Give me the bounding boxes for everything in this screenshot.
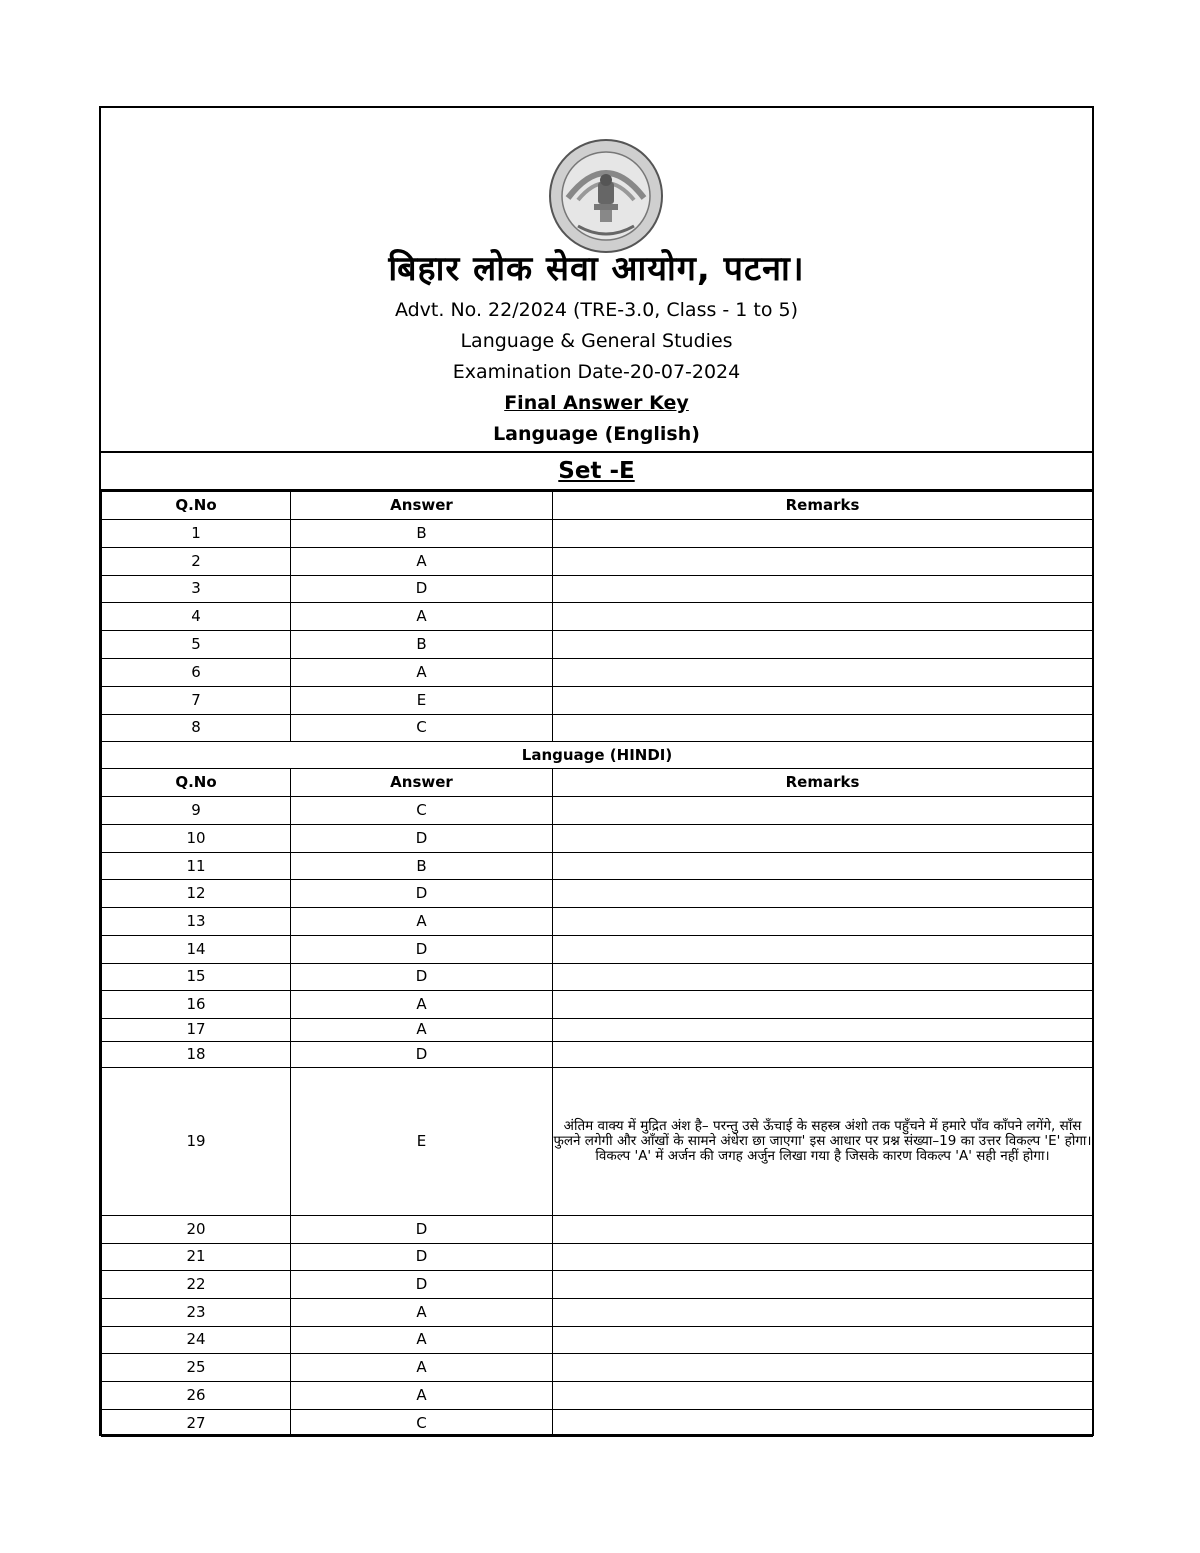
table-row xyxy=(102,603,1093,631)
remark-cell: अंतिम वाक्य में मुद्रित अंश है– परन्तु उसे ऊँचाई के सहस्त्र अंशो तक पहुँचने में हमारे पाँव काँपने लगेंगे, साँस फुलने लगेगी और आँखों के सामने अंधेरा छा जाएगा' इस आधार पर प्रश्न संख्या–19 का उत्तर विकल्प 'E' होगा। विकल्प 'A' में अर्जन की जगह अर्जुन लिखा गया है जिसके कारण विकल्प 'A' सही नहीं होगा। xyxy=(553,1067,1093,1215)
question-number: 2 xyxy=(102,547,291,575)
answer-table xyxy=(101,491,1093,1437)
table-header-row xyxy=(102,492,1093,520)
column-header-remarks: Remarks xyxy=(553,769,1093,797)
column-header-remarks: Remarks xyxy=(553,492,1093,520)
document-header xyxy=(101,108,1092,453)
set-label-row xyxy=(101,453,1092,491)
table-row xyxy=(102,908,1093,936)
exam-date: Examination Date-20-07-2024 xyxy=(452,361,741,383)
question-number: 15 xyxy=(102,963,291,991)
remark-cell xyxy=(553,1243,1093,1271)
table-row xyxy=(102,1243,1093,1271)
remark-cell xyxy=(553,520,1093,548)
table-row xyxy=(102,1354,1093,1382)
remark-cell xyxy=(553,1018,1093,1041)
remark-cell xyxy=(553,1271,1093,1299)
table-row xyxy=(102,520,1093,548)
table-row xyxy=(102,825,1093,853)
question-number: 20 xyxy=(102,1215,291,1243)
remark-cell xyxy=(553,631,1093,659)
table-row xyxy=(102,686,1093,714)
question-number: 13 xyxy=(102,908,291,936)
table-row xyxy=(102,1298,1093,1326)
remark-cell xyxy=(553,1326,1093,1354)
key-title: Final Answer Key xyxy=(504,392,689,414)
remark-cell xyxy=(553,797,1093,825)
org-title: बिहार लोक सेवा आयोग, पटना। xyxy=(388,249,805,289)
remark-cell xyxy=(553,908,1093,936)
answer-value: D xyxy=(291,1215,553,1243)
answer-value: D xyxy=(291,825,553,853)
table-row xyxy=(102,935,1093,963)
remark-cell xyxy=(553,935,1093,963)
table-row xyxy=(102,797,1093,825)
answer-value: A xyxy=(291,1326,553,1354)
remark-cell xyxy=(553,963,1093,991)
answer-value: B xyxy=(291,520,553,548)
table-row xyxy=(102,575,1093,603)
table-row xyxy=(102,547,1093,575)
answer-value: A xyxy=(291,658,553,686)
answer-value: E xyxy=(291,686,553,714)
answer-value: D xyxy=(291,880,553,908)
table-row xyxy=(102,1215,1093,1243)
column-header-qno: Q.No xyxy=(102,492,291,520)
question-number: 22 xyxy=(102,1271,291,1299)
question-number: 23 xyxy=(102,1298,291,1326)
remark-cell xyxy=(553,658,1093,686)
question-number: 11 xyxy=(102,852,291,880)
remark-cell xyxy=(553,686,1093,714)
table-row xyxy=(102,991,1093,1019)
remark-cell xyxy=(553,1215,1093,1243)
table-row xyxy=(102,1271,1093,1299)
table-row xyxy=(102,963,1093,991)
table-row xyxy=(102,714,1093,742)
remark-cell xyxy=(553,1041,1093,1067)
question-number: 16 xyxy=(102,991,291,1019)
remark-cell xyxy=(553,852,1093,880)
answer-value: C xyxy=(291,797,553,825)
answer-value: A xyxy=(291,1354,553,1382)
answer-value: E xyxy=(291,1067,553,1215)
answer-value: A xyxy=(291,603,553,631)
subject-line: Language & General Studies xyxy=(460,330,733,352)
column-header-qno: Q.No xyxy=(102,769,291,797)
question-number: 19 xyxy=(102,1067,291,1215)
question-number: 14 xyxy=(102,935,291,963)
table-row xyxy=(102,1382,1093,1410)
answer-value: A xyxy=(291,991,553,1019)
answer-value: A xyxy=(291,1382,553,1410)
question-number: 12 xyxy=(102,880,291,908)
table-header-row xyxy=(102,769,1093,797)
answer-value: A xyxy=(291,908,553,936)
remark-cell xyxy=(553,880,1093,908)
section-title-hindi: Language (HINDI) xyxy=(102,742,1093,769)
question-number: 6 xyxy=(102,658,291,686)
remark-cell xyxy=(553,714,1093,742)
remark-cell xyxy=(553,575,1093,603)
remark-cell xyxy=(553,547,1093,575)
table-row xyxy=(102,1018,1093,1041)
question-number: 9 xyxy=(102,797,291,825)
table-row xyxy=(102,658,1093,686)
answer-value: B xyxy=(291,852,553,880)
answer-value: B xyxy=(291,631,553,659)
question-number: 17 xyxy=(102,1018,291,1041)
table-row xyxy=(102,631,1093,659)
question-number: 8 xyxy=(102,714,291,742)
question-number: 10 xyxy=(102,825,291,853)
answer-key-frame xyxy=(99,106,1094,1436)
remark-cell xyxy=(553,991,1093,1019)
question-number: 18 xyxy=(102,1041,291,1067)
answer-value: D xyxy=(291,1243,553,1271)
question-number: 26 xyxy=(102,1382,291,1410)
question-number: 21 xyxy=(102,1243,291,1271)
question-number: 27 xyxy=(102,1409,291,1437)
bpsc-seal-icon xyxy=(548,138,664,254)
table-row xyxy=(102,1409,1093,1437)
answer-value: A xyxy=(291,1018,553,1041)
answer-value: D xyxy=(291,935,553,963)
answer-value: C xyxy=(291,714,553,742)
column-header-answer: Answer xyxy=(291,492,553,520)
remark-cell xyxy=(553,1382,1093,1410)
remark-cell xyxy=(553,1409,1093,1437)
section-title-english: Language (English) xyxy=(493,423,700,445)
remark-cell xyxy=(553,1298,1093,1326)
advt-number: Advt. No. 22/2024 (TRE-3.0, Class - 1 to 5) xyxy=(394,299,799,321)
section-row-hindi xyxy=(102,742,1093,769)
question-number: 4 xyxy=(102,603,291,631)
question-number: 1 xyxy=(102,520,291,548)
answer-value: D xyxy=(291,963,553,991)
answer-value: D xyxy=(291,1041,553,1067)
table-row xyxy=(102,1067,1093,1215)
question-number: 5 xyxy=(102,631,291,659)
answer-value: D xyxy=(291,1271,553,1299)
answer-value: C xyxy=(291,1409,553,1437)
table-row xyxy=(102,880,1093,908)
question-number: 24 xyxy=(102,1326,291,1354)
answer-value: D xyxy=(291,575,553,603)
set-label: Set -E xyxy=(558,458,635,484)
remark-cell xyxy=(553,825,1093,853)
question-number: 7 xyxy=(102,686,291,714)
remark-cell xyxy=(553,603,1093,631)
column-header-answer: Answer xyxy=(291,769,553,797)
answer-value: A xyxy=(291,1298,553,1326)
table-row xyxy=(102,1326,1093,1354)
question-number: 25 xyxy=(102,1354,291,1382)
table-row xyxy=(102,852,1093,880)
answer-value: A xyxy=(291,547,553,575)
table-row xyxy=(102,1041,1093,1067)
question-number: 3 xyxy=(102,575,291,603)
remark-cell xyxy=(553,1354,1093,1382)
